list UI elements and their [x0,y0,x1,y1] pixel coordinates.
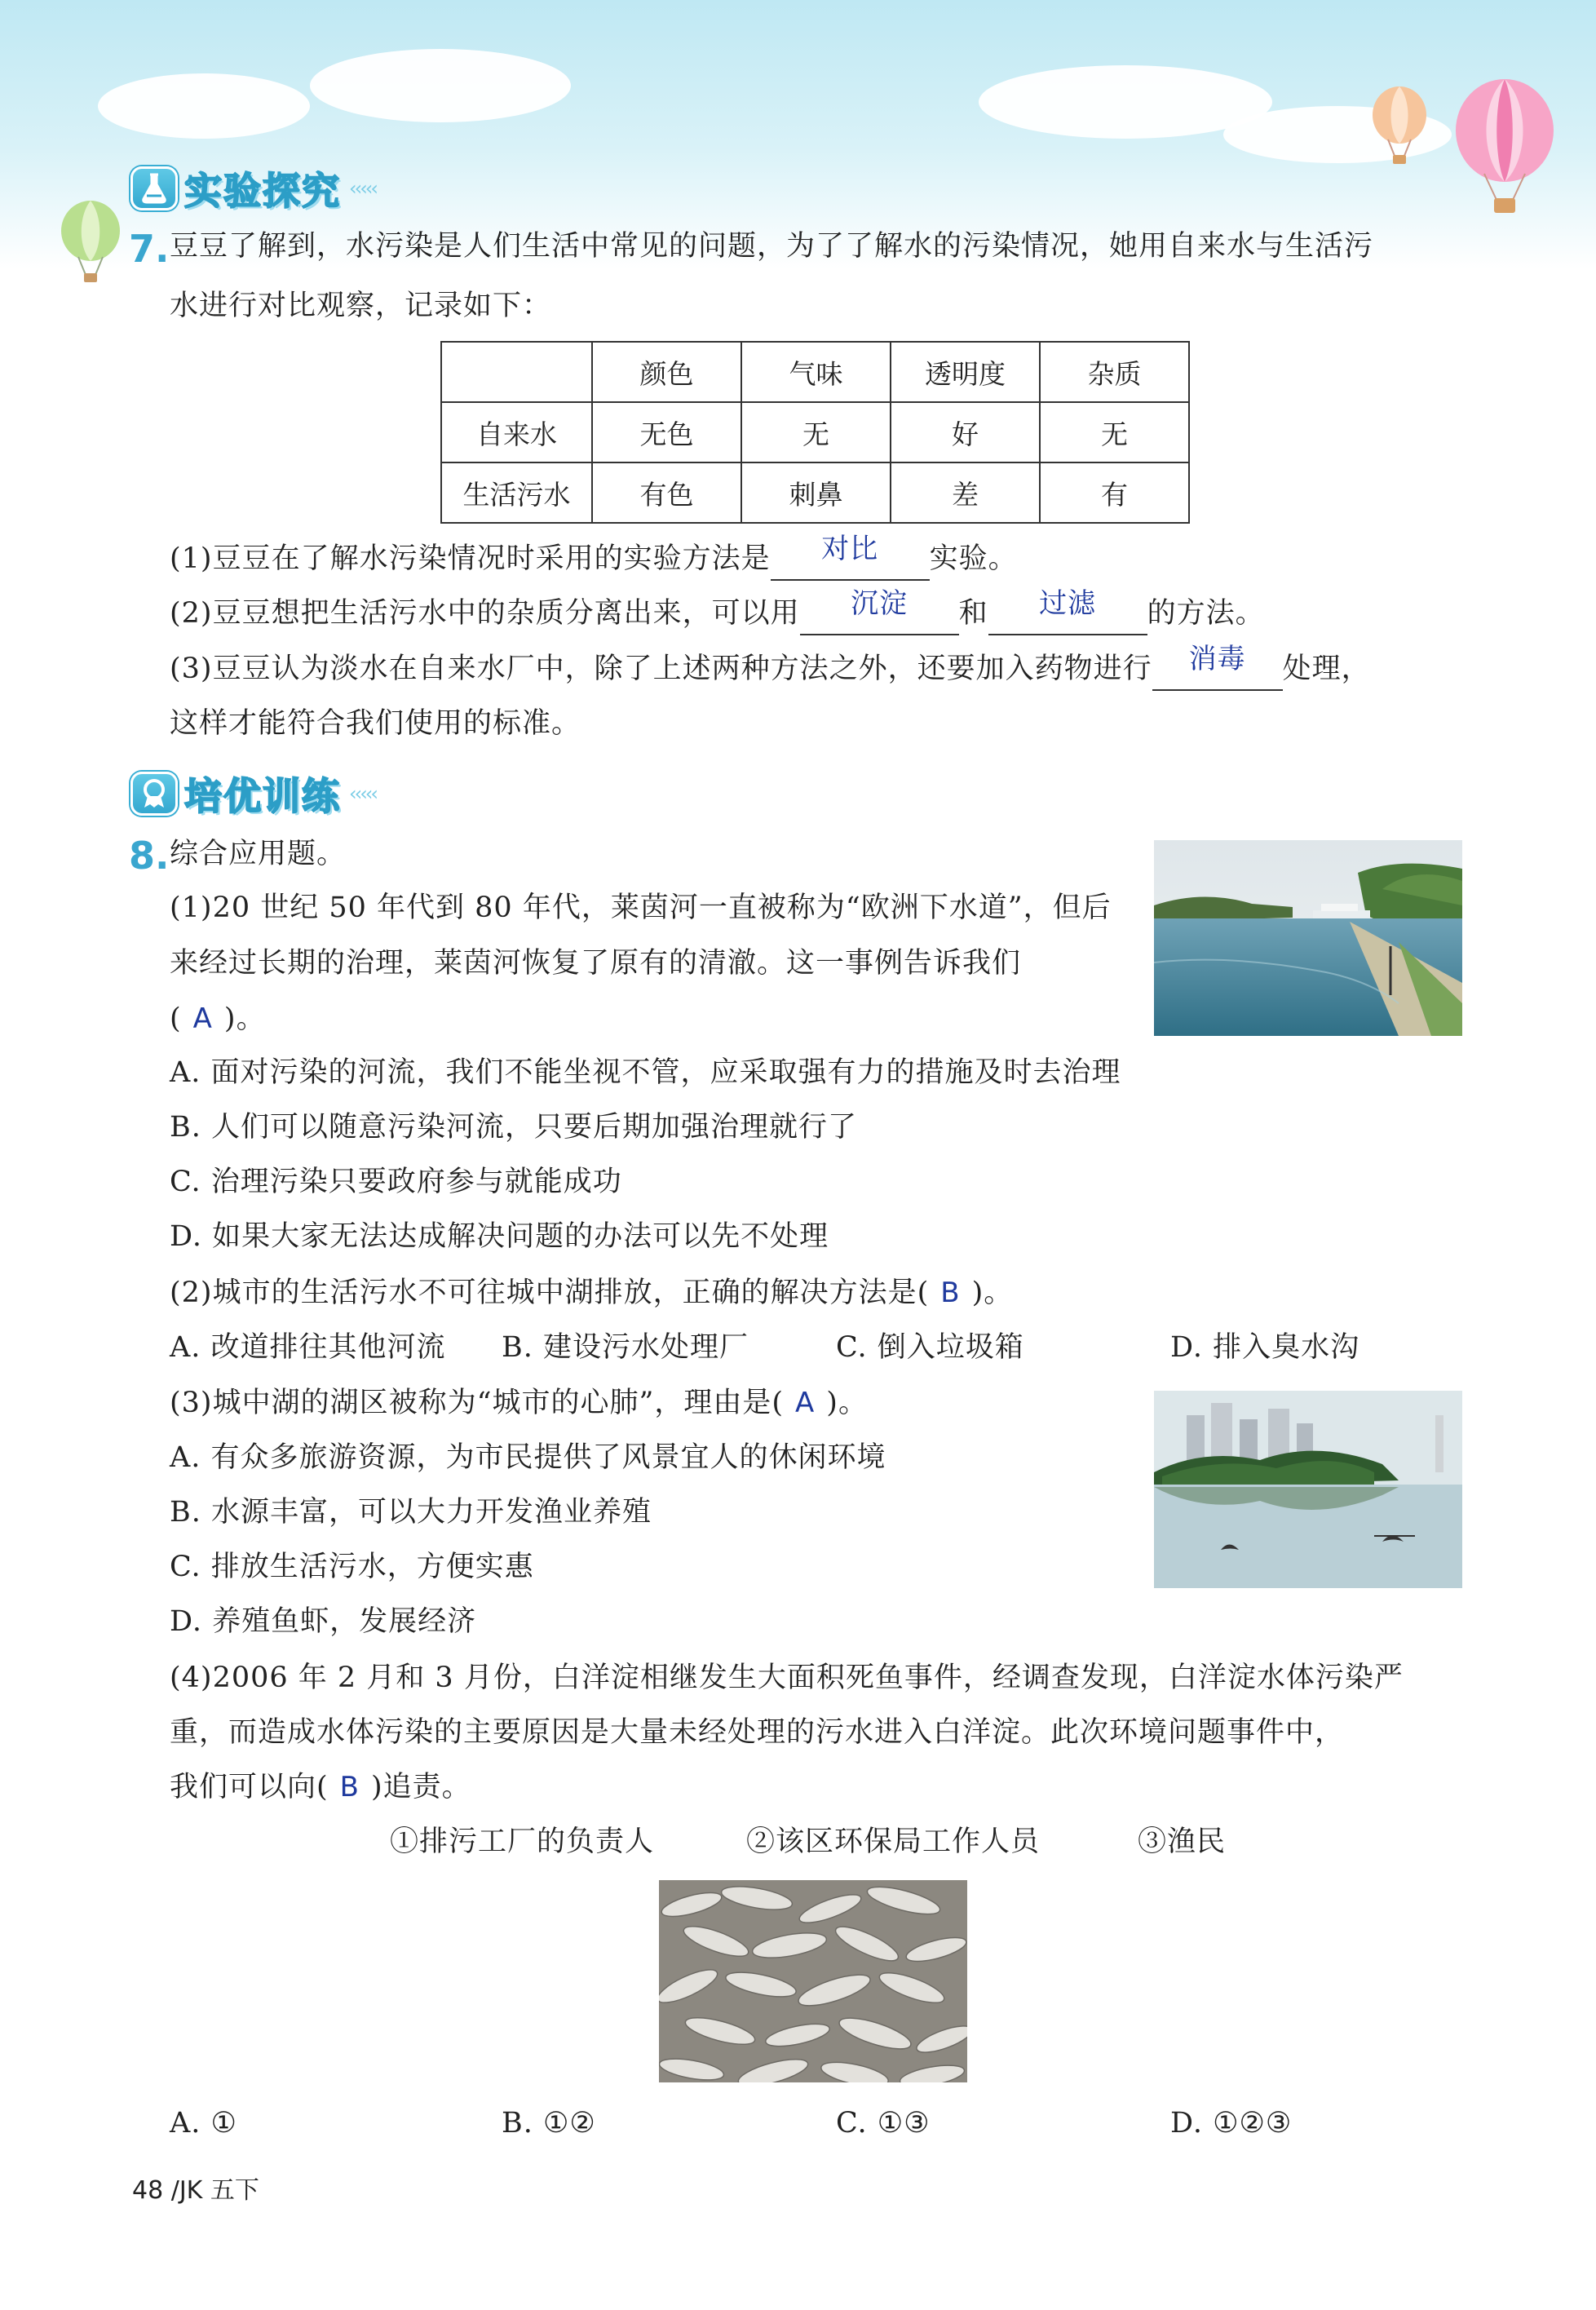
option-text: A. 改道排往其他河流 [170,1331,446,1364]
option-text: B. 建设污水处理厂 [502,1331,749,1364]
table-cell: 好 [891,402,1040,462]
handwritten-answer: 沉淀 [851,587,909,620]
question-stem: 水进行对比观察，记录如下： [170,290,552,322]
question-text: )。 [971,1277,1014,1309]
option-text: B. 人们可以随意污染河流，只要后期加强治理就行了 [170,1111,857,1144]
option-text: C. 排放生活污水，方便实惠 [170,1551,534,1583]
sub-question-4 [170,1767,471,1808]
question-text: (3)城中湖的湖区被称为“城市的心肺”，理由是( [170,1387,785,1419]
section-title: 实验探究 [184,169,341,213]
table-cell: 差 [891,462,1040,523]
question-text: 重，而造成水体污染的主要原因是大量未经处理的污水进入白洋淀。此次环境问题事件中， [170,1716,1345,1749]
table-cell: 有 [1040,462,1189,523]
question-text: 处理， [1282,653,1371,685]
list-item: ①排污工厂的负责人 [390,1825,655,1858]
list-item: ②该区环保局工作人员 [746,1825,1041,1858]
option-text: D. 养殖鱼虾，发展经济 [170,1605,477,1638]
section-header-training [130,768,376,819]
option-text: C. ①③ [836,2107,931,2140]
section-header-experiment [130,163,376,214]
answer-blank[interactable] [1152,643,1283,691]
arrows-decoration-icon: ‹‹‹‹‹ [349,177,376,200]
table-row [441,462,1189,523]
sub-question-3 [170,643,1371,691]
dead-fish-photo [659,1880,967,2082]
section-title: 培优训练 [184,774,341,818]
option-text: B. ①② [502,2107,596,2140]
question-text: )追责。 [370,1771,471,1803]
handwritten-answer[interactable]: B [339,1771,360,1803]
question-stem: 豆豆了解到，水污染是人们生活中常见的问题，为了了解水的污染情况，她用自来水与生活污 [170,230,1374,263]
balloon-green-icon [59,200,122,285]
question-number: 7. [129,227,170,271]
option-text: A. ① [170,2107,237,2140]
question-text: (1)豆豆在了解水污染情况时采用的实验方法是 [170,542,771,575]
table-cell: 自来水 [441,402,592,462]
rhine-river-photo [1154,840,1462,1036]
observation-table [440,341,1190,524]
paren-open: ( [170,1002,182,1035]
option-text: B. 水源丰富，可以大力开发渔业养殖 [170,1496,652,1529]
handwritten-answer[interactable]: A [795,1387,816,1419]
question-text: 实验。 [929,542,1018,575]
sub-question-2 [170,587,1265,635]
sub-question-1 [170,533,1018,581]
paren-close: )。 [223,1002,266,1035]
table-cell: 颜色 [592,342,741,402]
table-header-row [441,342,1189,402]
table-cell: 气味 [741,342,891,402]
question-number: 8. [129,834,170,878]
question-text: 的方法。 [1147,597,1265,630]
handwritten-answer[interactable]: B [940,1277,961,1309]
table-row [441,402,1189,462]
table-cell: 无色 [592,402,741,462]
table-cell: 有色 [592,462,741,523]
answer-paren [170,998,266,1039]
balloon-large-icon [1452,77,1558,220]
option-text: A. 有众多旅游资源，为市民提供了风景宜人的休闲环境 [170,1441,886,1474]
flask-icon [130,166,178,210]
question-text: 这样才能符合我们使用的标准。 [170,707,581,740]
question-text: 和 [958,597,988,630]
option-text: A. 面对污染的河流，我们不能坐视不管，应采取强有力的措施及时去治理 [170,1056,1121,1089]
question-stem: 综合应用题。 [170,838,347,870]
question-text: (2)城市的生活污水不可往城中湖排放，正确的解决方法是( [170,1277,930,1309]
handwritten-answer: 对比 [821,533,879,565]
handwritten-answer[interactable]: A [192,1002,213,1035]
option-text: D. 排入臭水沟 [1170,1331,1360,1364]
table-cell: 无 [1040,402,1189,462]
answer-blank[interactable] [800,587,959,635]
table-cell: 杂质 [1040,342,1189,402]
question-text: )。 [826,1387,868,1419]
question-text: (2)豆豆想把生活污水中的杂质分离出来，可以用 [170,597,800,630]
arrows-decoration-icon: ‹‹‹‹‹ [349,782,376,805]
table-cell: 透明度 [891,342,1040,402]
table-cell [441,342,592,402]
option-text: D. ①②③ [1170,2107,1293,2140]
table-cell: 生活污水 [441,462,592,523]
page-number: 48 /JK 五下 [132,2176,259,2205]
question-text: 来经过长期的治理，莱茵河恢复了原有的清澈。这一事例告诉我们 [170,947,1022,980]
city-lake-photo [1154,1391,1462,1588]
medal-icon [130,772,178,816]
sub-question-2 [170,1272,1013,1313]
cloud-decoration [98,73,310,139]
answer-blank[interactable] [988,587,1147,635]
table-cell: 刺鼻 [741,462,891,523]
option-text: C. 倒入垃圾箱 [836,1331,1024,1364]
question-text: (4)2006 年 2 月和 3 月份，白洋淀相继发生大面积死鱼事件，经调查发现，白洋淀水体污染严 [170,1662,1404,1694]
question-text: 我们可以向( [170,1771,329,1803]
balloon-small-icon [1370,86,1429,167]
option-text: D. 如果大家无法达成解决问题的办法可以先不处理 [170,1220,829,1253]
option-text: C. 治理污染只要政府参与就能成功 [170,1166,622,1198]
sub-question-3 [170,1383,868,1423]
answer-blank[interactable] [771,533,930,581]
handwritten-answer: 过滤 [1039,587,1097,620]
table-cell: 无 [741,402,891,462]
question-text: (1)20 世纪 50 年代到 80 年代，莱茵河一直被称为“欧洲下水道”，但后 [170,892,1112,924]
question-text: (3)豆豆认为淡水在自来水厂中，除了上述两种方法之外，还要加入药物进行 [170,653,1152,685]
list-item: ③渔民 [1138,1825,1227,1858]
cloud-decoration [310,49,571,122]
handwritten-answer: 消毒 [1188,643,1246,675]
